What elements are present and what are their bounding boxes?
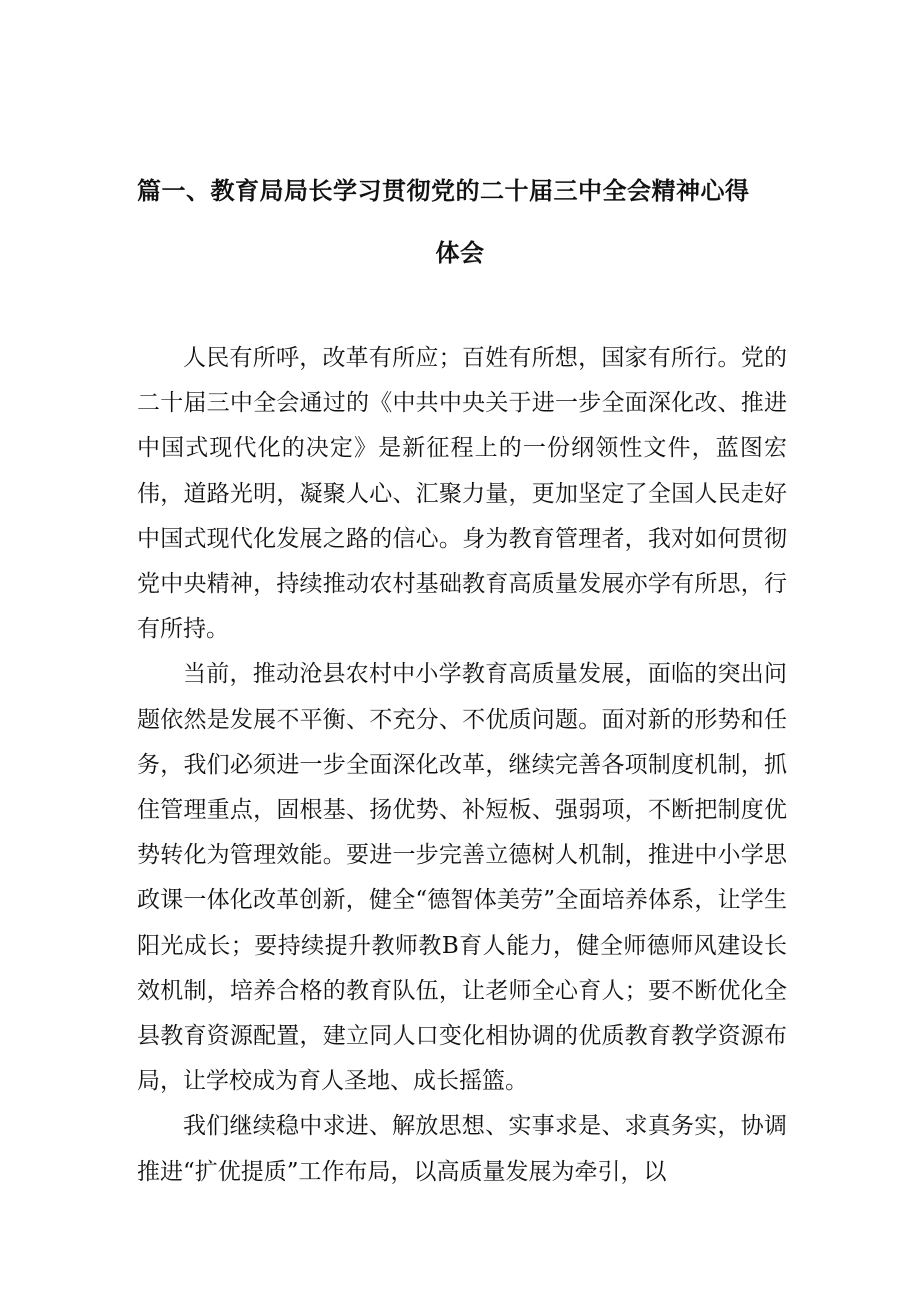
paragraph-1: 人民有所呼，改革有所应；百姓有所想，国家有所行。党的二十届三中全会通过的《中共中央关于进一步全面深化改、推进中国式现代化的决定》是新征程上的一份纲领性文件，蓝图宏伟，道路光明，凝聚人心、汇聚力量，更加坚定了全国人民走好中国式现代化发展之路的信心。身为教育管理者，我对如何贯彻党中央精神，持续推动农村基础教育高质量发展亦学有所思，行有所持。 — [137, 345, 787, 643]
document-body — [137, 336, 787, 1195]
paragraph-3: 我们继续稳中求进、解放思想、实事求是、求真务实，协调推进“扩优提质”工作布局，以高质量发展为牵引，以 — [137, 1113, 787, 1185]
document-title-line-1: 篇一、教育局局长学习贯彻党的二十届三中全会精神心得 — [137, 177, 750, 205]
paragraph-2: 当前，推动沧县农村中小学教育高质量发展，面临的突出问题依然是发展不平衡、不充分、不优质问题。面对新的形势和任务，我们必须进一步全面深化改革，继续完善各项制度机制，抓住管理重点，固根基、扬优势、补短板、强弱项，不断把制度优势转化为管理效能。要进一步完善立德树人机制，推进中小学思政课一体化改革创新，健全“德智体美劳”全面培养体系，让学生阳光成长；要持续提升教师教B育人能力，健全师德师风建设长效机制，培养合格的教育队伍，让老师全心育人；要不断优化全县教育资源配置，建立同人口变化相协调的优质教育教学资源布局，让学校成为育人圣地、成长摇篮。 — [137, 661, 787, 1095]
document-title-line-2: 体会 — [435, 239, 485, 267]
